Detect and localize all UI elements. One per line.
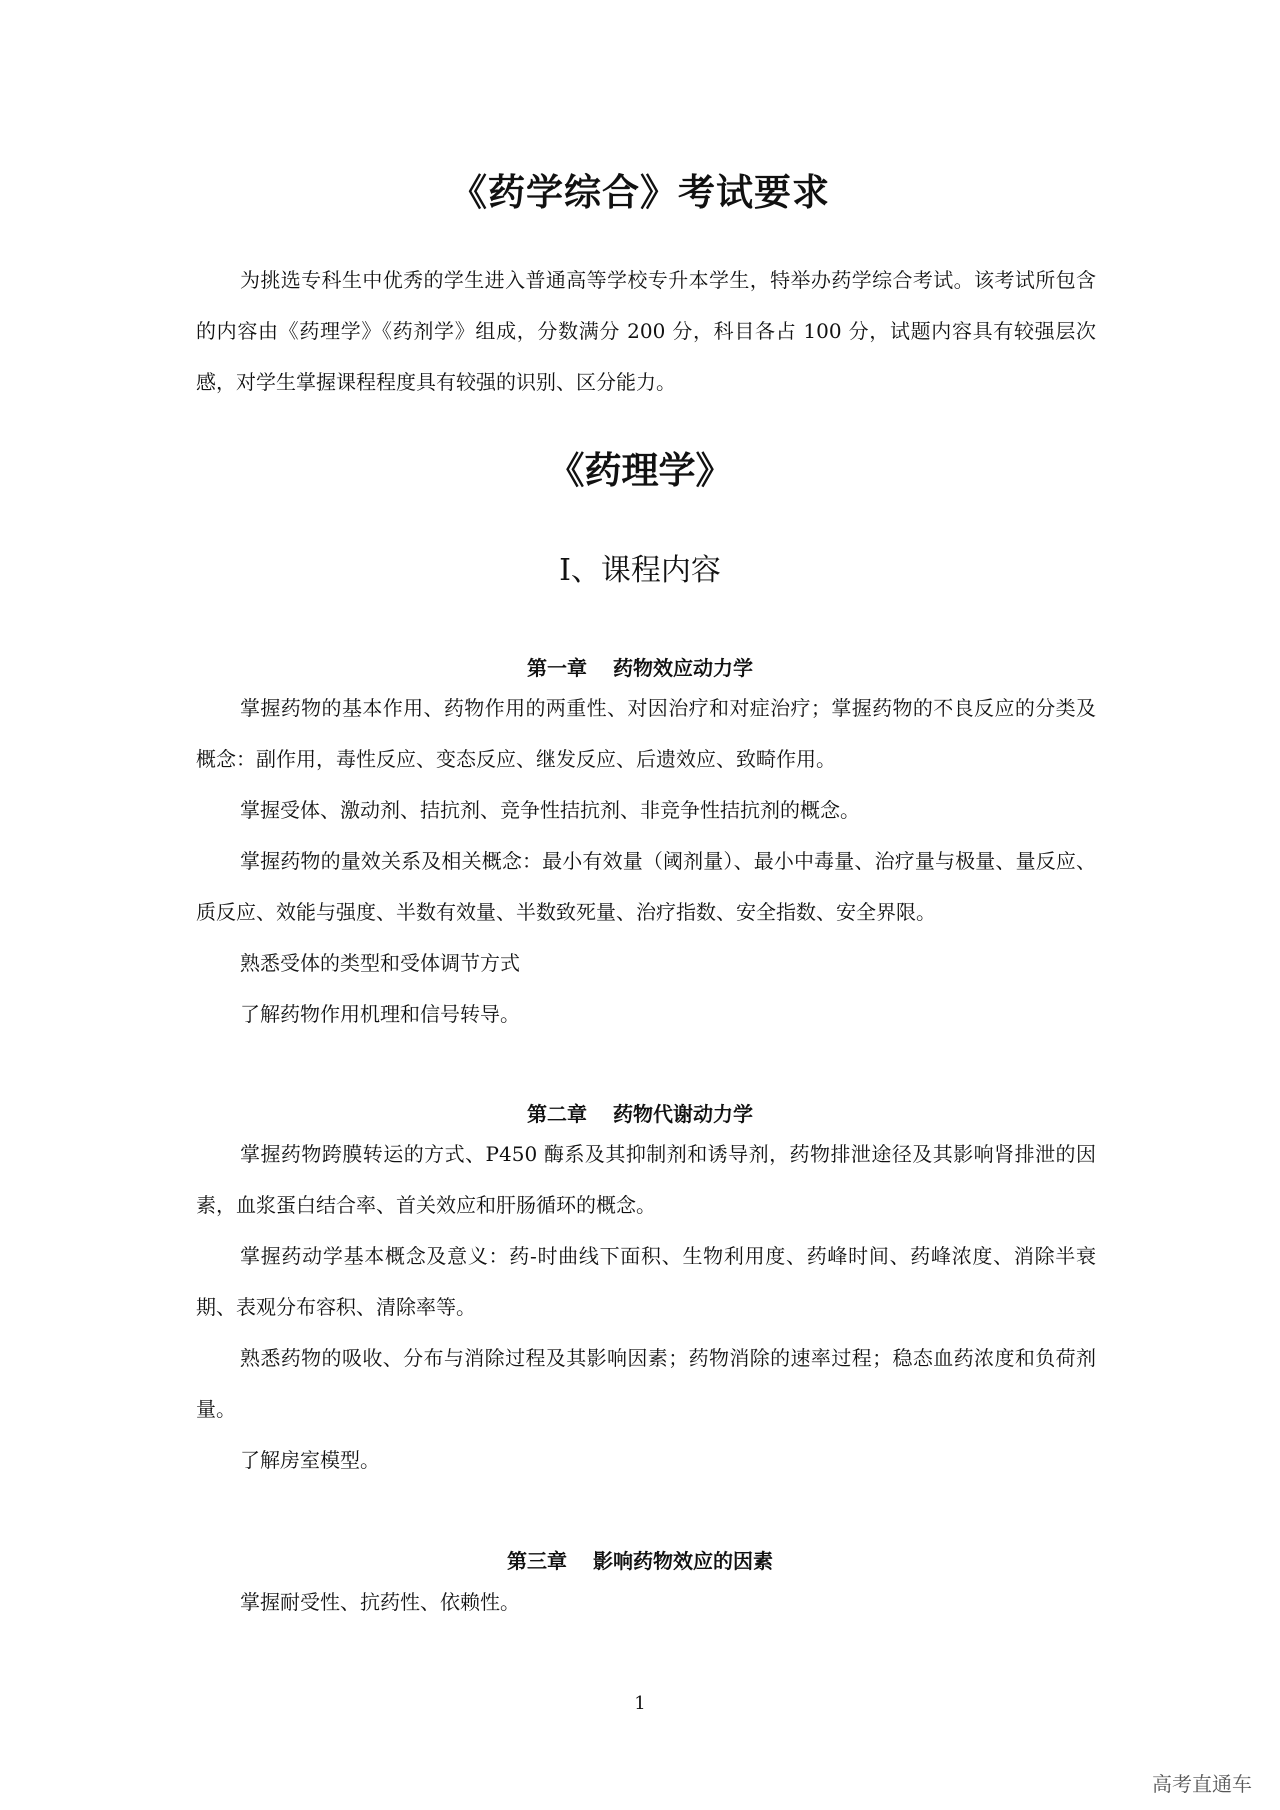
chapter-1-paragraph-5: 了解药物作用机理和信号转导。 [240, 1002, 520, 1026]
chapter-1-paragraph-4: 熟悉受体的类型和受体调节方式 [240, 951, 520, 975]
chapter-1-paragraph-2: 掌握受体、激动剂、拮抗剂、竞争性拮抗剂、非竞争性拮抗剂的概念。 [240, 798, 860, 822]
chapter-number: 第三章 [507, 1549, 567, 1573]
chapter-1-heading [0, 652, 1280, 681]
chapter-2-heading [0, 1098, 1280, 1127]
intro-paragraph: 为挑选专科生中优秀的学生进入普通高等学校专升本学生，特举办药学综合考试。该考试所包含的内容由《药理学》《药剂学》组成，分数满分 200 分，科目各占 100 分，试题内容具有较强层次感，对学生掌握课程程度具有较强的识别、区分能力。 [196, 268, 1096, 394]
watermark: 高考直通车 [1152, 1772, 1252, 1796]
chapter-1-paragraph-1: 掌握药物的基本作用、药物作用的两重性、对因治疗和对症治疗；掌握药物的不良反应的分类及概念：副作用，毒性反应、变态反应、继发反应、后遗效应、致畸作用。 [196, 696, 1096, 771]
chapter-name: 影响药物效应的因素 [593, 1549, 773, 1573]
document-title: 《药学综合》考试要求 [450, 171, 830, 214]
chapter-3-heading [0, 1545, 1280, 1574]
chapter-name: 药物代谢动力学 [613, 1102, 753, 1126]
chapter-2-paragraph-3: 熟悉药物的吸收、分布与消除过程及其影响因素；药物消除的速率过程；稳态血药浓度和负荷剂量。 [196, 1346, 1096, 1421]
chapter-3-paragraph-1: 掌握耐受性、抗药性、依赖性。 [240, 1590, 520, 1614]
page-number: 1 [634, 1693, 646, 1714]
chapter-1-paragraph-3: 掌握药物的量效关系及相关概念：最小有效量（阈剂量）、最小中毒量、治疗量与极量、量反应、质反应、效能与强度、半数有效量、半数致死量、治疗指数、安全指数、安全界限。 [196, 849, 1096, 924]
chapter-number: 第二章 [527, 1102, 587, 1126]
chapter-2-paragraph-4: 了解房室模型。 [240, 1448, 380, 1472]
chapter-2-paragraph-2: 掌握药动学基本概念及意义：药-时曲线下面积、生物利用度、药峰时间、药峰浓度、消除半衰期、表观分布容积、清除率等。 [196, 1244, 1096, 1319]
chapter-number: 第一章 [527, 656, 587, 680]
subject-heading: 《药理学》 [547, 449, 733, 492]
chapter-name: 药物效应动力学 [613, 656, 753, 680]
section-heading: I、课程内容 [559, 553, 721, 588]
chapter-2-paragraph-1: 掌握药物跨膜转运的方式、P450 酶系及其抑制剂和诱导剂，药物排泄途径及其影响肾排泄的因素，血浆蛋白结合率、首关效应和肝肠循环的概念。 [196, 1142, 1096, 1217]
